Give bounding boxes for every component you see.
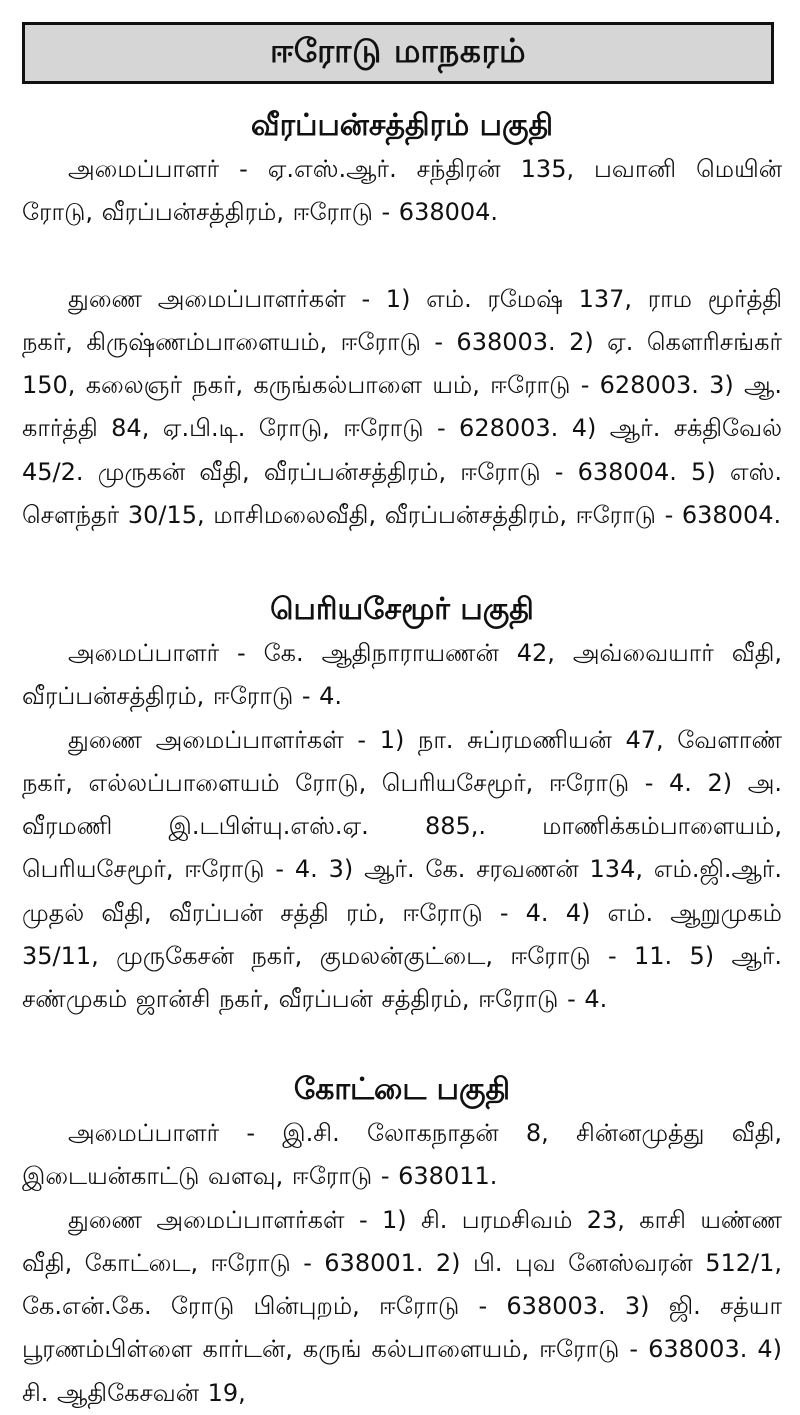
section-veerappanchathiram (22, 104, 782, 537)
section-kottai (22, 1068, 782, 1415)
deputies-paragraph: துணை அமைப்பாளர்கள் - 1) எம். ரமேஷ் 137, ராம மூர்த்தி நகர், கிருஷ்ணம்பாளையம், ஈரோடு - 638003. 2) ஏ. கௌரிசங்கர் 150, கலைஞர் நகர், கருங்கல்பாளை யம், ஈரோடு - 628003. 3) ஆ. கார்த்தி 84, ஏ.பி.டி. ரோடு, ஈரோடு - 628003. 4) ஆர். சக்திவேல் 45/2. முருகன் வீதி, வீரப்பன்சத்திரம், ஈரோடு - 638004. 5) எஸ். சௌந்தர் 30/15, மாசிமலைவீதி, வீரப்பன்சத்திரம், ஈரோடு - 638004. (22, 284, 782, 530)
paragraph-gap (22, 235, 782, 278)
section-heading: கோட்டை பகுதி (293, 1072, 511, 1107)
page-title: ஈரோடு மாநகரம் (269, 31, 527, 70)
organizer-paragraph: அமைப்பாளர் - இ.சி. லோகநாதன் 8, சின்னமுத்து வீதி, இடையன்காட்டு வளவு, ஈரோடு - 638011. (22, 1119, 782, 1191)
organizer-paragraph: அமைப்பாளர் - கே. ஆதிநாராயணன் 42, அவ்வையார் வீதி, வீரப்பன்சத்திரம், ஈரோடு - 4. (22, 639, 782, 711)
deputies-paragraph: துணை அமைப்பாளர்கள் - 1) சி. பரமசிவம் 23, காசி யண்ண வீதி, கோட்டை, ஈரோடு - 638001. 2) பி. புவ னேஸ்வரன் 512/1, கே.என்.கே. ரோடு பின்புறம், ஈரோடு - 638003. 3) ஜி. சத்யா பூரணம்பிள்ளை கார்டன், கருங் கல்பாளையம், ஈரோடு - 638003. 4) சி. ஆதிகேசவன் 19, (22, 1205, 782, 1407)
section-periyasemur (22, 588, 782, 1022)
deputies-paragraph: துணை அமைப்பாளர்கள் - 1) நா. சுப்ரமணியன் 47, வேளாண் நகர், எல்லப்பாளையம் ரோடு, பெரியசேமூர், ஈரோடு - 4. 2) அ. வீரமணி இ.டபிள்யு.எஸ்.ஏ. 885,. மாணிக்கம்பாளையம், பெரியசேமூர், ஈரோடு - 4. 3) ஆர். கே. சரவணன் 134, எம்.ஜி.ஆர். முதல் வீதி, வீரப்பன் சத்தி ரம், ஈரோடு - 4. 4) எம். ஆறுமுகம் 35/11, முருகேசன் நகர், குமலன்குட்டை, ஈரோடு - 11. 5) ஆர். சண்முகம் ஜான்சி நகர், வீரப்பன் சத்திரம், ஈரோடு - 4. (22, 725, 782, 1014)
section-heading: பெரியசேமூர் பகுதி (270, 592, 534, 627)
title-banner (22, 22, 774, 84)
organizer-paragraph: அமைப்பாளர் - ஏ.எஸ்.ஆர். சந்திரன் 135, பவானி மெயின் ரோடு, வீரப்பன்சத்திரம், ஈரோடு - 638004. (22, 155, 782, 227)
section-heading: வீரப்பன்சத்திரம் பகுதி (250, 108, 554, 143)
